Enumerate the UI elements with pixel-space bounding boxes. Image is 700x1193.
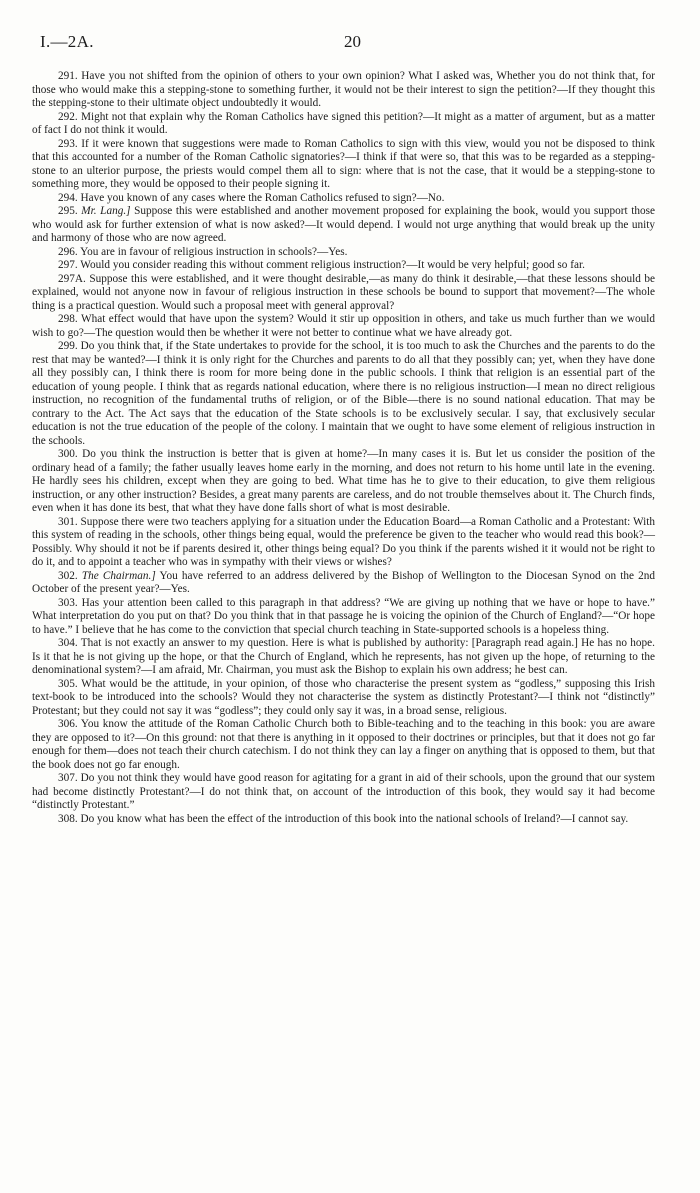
question-body: You have referred to an address delivered by the Bishop of Wellington to the Diocesan Synod on the 2nd October of the present year?—Yes. (32, 569, 655, 595)
testimony-text (32, 70, 655, 826)
question-300: 300. Do you think the instruction is better that is given at home?—In many cases it is. But let us consider the position of the ordinary head of a family; the father usually leaves home early in the morning, and does not return to his home until late in the evening. He hardly sees his children, except when they are going to bed. What time has he to give to their education, to give them religious instruction, or any other instruction? Besides, a great many parents are careless, and do not trouble themselves about it. The Church finds, even when it has done its best, that what they have done falls short of what is most desirable. (32, 448, 655, 514)
question-305: 305. What would be the attitude, in your opinion, of those who characterise the present system as “godless,” supposing this Irish text-book to be introduced into the schools? Would they not characterise the system as distinctly Protestant?—I think not “distinctly” Protestant; but they could not say it was “godless”; they could only say it was, in a broad sense, religious. (32, 677, 655, 717)
question-294: 294. Have you known of any cases where the Roman Catholics refused to sign?—No. (58, 191, 445, 204)
question-292: 292. Might not that explain why the Roman Catholics have signed this petition?—It might as a matter of argument, but as a matter of fact I do not think it would. (32, 110, 655, 136)
question-308: 308. Do you know what has been the effect of the introduction of this book into the national schools of Ireland?—I cannot say. (58, 812, 629, 825)
question-301: 301. Suppose there were two teachers applying for a situation under the Education Board—a Roman Catholic and a Protestant: With this system of reading in the schools, other things being equal, would the preference be given to the teacher who would read this book?—Possibly. Why should it not be if parents desired it, other things being equal? Do you think if the parents wished it it would not be right to do it, and to appoint a teacher who was in sympathy with their views or wishes? (32, 515, 655, 568)
question-293: 293. If it were known that suggestions were made to Roman Catholics to sign with this view, would you not be disposed to think that this accounted for a number of the Roman Catholic signatories?—I think if that were so, that this was to be regarded as a stepping-stone to an ulterior purpose, the priests would compel them all to sign: where that is not the case, that it would be a stepping-stone to something more, they would be opposed to their people signing it. (32, 137, 655, 190)
question-number: 302. (58, 569, 78, 582)
question-302 (32, 570, 655, 597)
question-296: 296. You are in favour of religious instruction in schools?—Yes. (58, 245, 348, 258)
question-297: 297. Would you consider reading this without comment religious instruction?—It would be very helpful; good so far. (58, 259, 585, 271)
question-298: 298. What effect would that have upon the system? Would it stir up opposition in others, and take us much further than we would wish to go?—The question would then be whether it were not better to continue what we have already got. (32, 313, 655, 339)
question-307: 307. Do you not think they would have good reason for agitating for a grant in aid of their schools, upon the ground that our system had become distinctly Protestant?—I do not think that, on account of the introduction of this book, they would say it had become “distinctly Protestant.” (32, 772, 655, 811)
page-number: 20 (344, 32, 361, 51)
question-303: 303. Has your attention been called to this paragraph in that address? “We are giving up nothing that we have or hope to have.” What interpretation do you put on that? Do you think that in that passage he is voicing the opinion of the Church of England?—“Or hope to have.” I believe that he has come to the conviction that special church teaching in State-supported schools is a hopeless thing. (32, 596, 655, 636)
question-number: 295. (58, 205, 78, 217)
question-299: 299. Do you think that, if the State undertakes to provide for the school, it is too much to ask the Churches and the parents to do the rest that may be wanted?—I think it is only right for the Churches and parents to do all that they possibly can; yet, when they have done all they possibly can, I think there is room for more being done in the public schools. I think that religion is an essential part of the education of young people. I think that as regards national education, where there is no religious instruction—I mean no direct religious instruction, no recognition of the fundamental truths of religion, or of the Bible—there is no sound national education. That may be contrary to the Act. The Act says that the education of the State schools is to be exclusively secular. I say, that exclusively secular education is not the true education of the people of the colony. I maintain that we ought to have some element of religious instruction in the schools. (32, 340, 655, 447)
question-306: 306. You know the attitude of the Roman Catholic Church both to Bible-teaching and to the teaching in this book: you are aware they are opposed to it?—On this ground: not that there is anything in it opposed to their doctrines or principles, but that it does not go far enough for them—does not teach their church catechism. I do not think they can lay a finger on anything that is opposed to them, but that the book does not go far enough. (32, 718, 655, 771)
page-header (40, 32, 660, 54)
question-291: 291. Have you not shifted from the opinion of others to your own opinion? What I asked was, Whether you do not think that, for those who would make this a stepping-stone to something further, it would not be their interest to sign the petition?—If they thought this the stepping-stone to their ultimate object undoubtedly it would. (32, 70, 655, 109)
speaker-label: The Chairman.] (81, 569, 156, 582)
question-body: Suppose this were established and another movement proposed for explaining the book, would you support those who would ask for further extension of what is now asked?—It would depend. I would not urge anything that would break up the unity and harmony of those who are now agreed. (32, 205, 656, 244)
speaker-label: Mr. Lang.] (81, 205, 131, 217)
question-297a: 297A. Suppose this were established, and it were thought desirable,—as many do think it desirable,—that these lessons should be explained, would not anyone now in favour of religious instruction in these schools be bound to support that movement?—The whole thing is a practical question. Would such a proposal meet with general approval? (32, 272, 655, 312)
question-304: 304. That is not exactly an answer to my question. Here is what is published by authority: [Paragraph read again.] He has no hope. Is it that he is not giving up the hope, or that the Church of England, which he represents, has not given up the hope, of returning to the denominational system?—I am afraid, Mr. Chairman, you must ask the Bishop to explain his own address; he best can. (32, 637, 655, 676)
question-295 (32, 205, 655, 246)
document-code: I.—2A. (40, 32, 94, 51)
